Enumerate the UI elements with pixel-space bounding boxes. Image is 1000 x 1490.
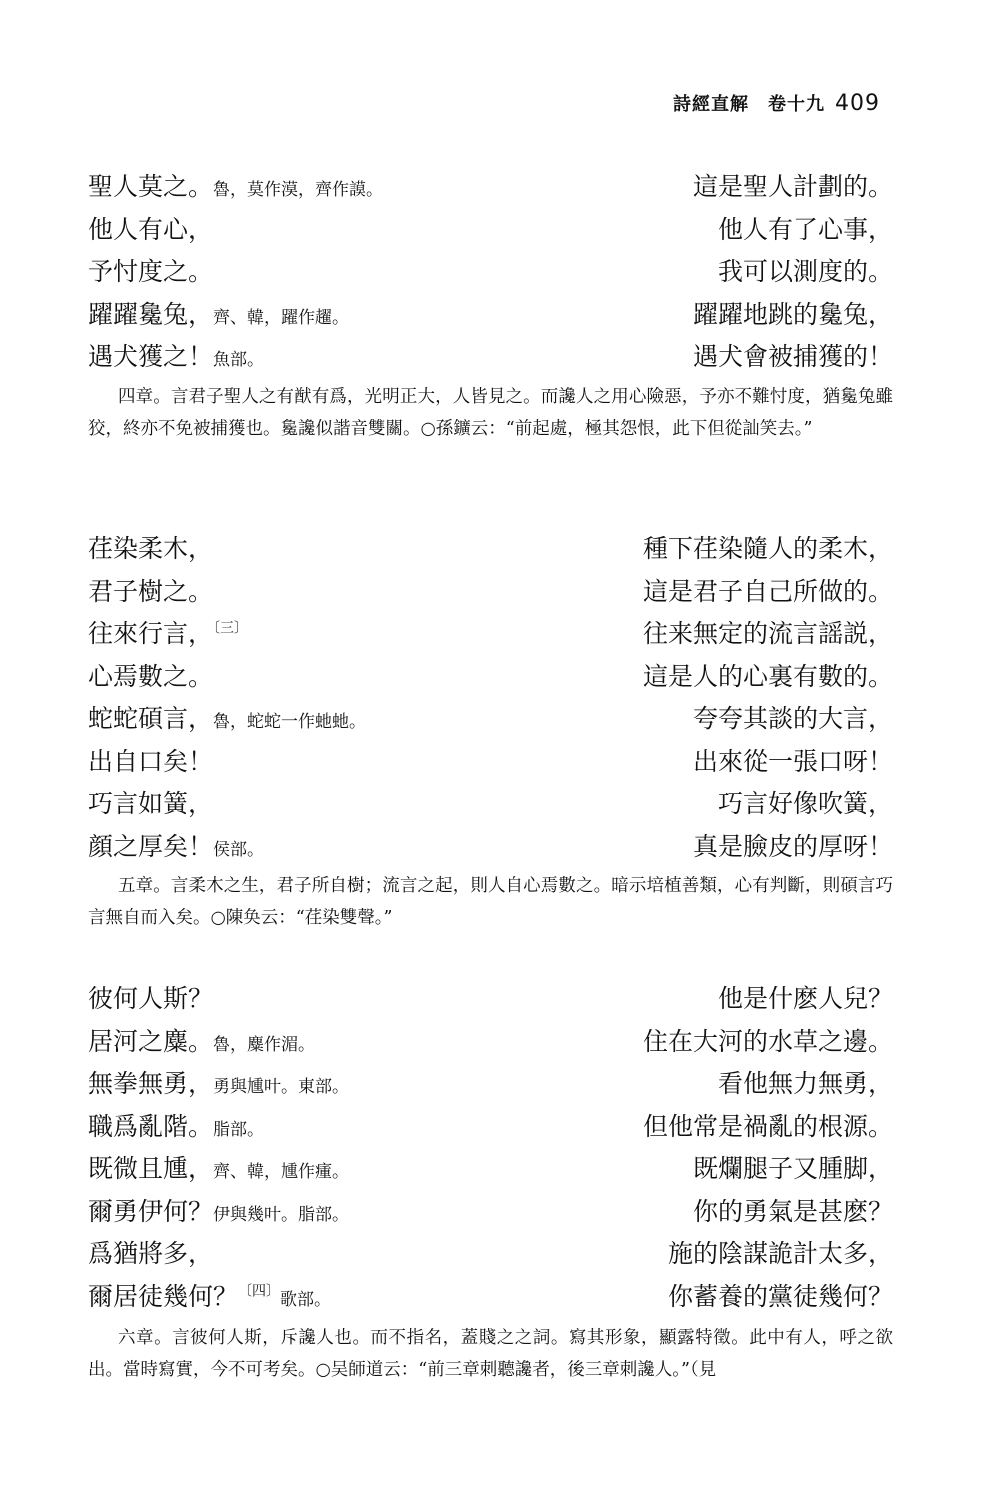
stanza-4 [88,166,893,379]
verse-text: 爾居徒幾何？ [88,1281,239,1311]
footnote-marker: 〔四〕 [238,1283,281,1300]
verse-line [88,741,893,784]
footnote-marker: 〔三〕 [213,620,249,637]
verse-text: 心焉數之。 [88,661,214,691]
verse-translation: 遇犬會被捕獲的！ [692,342,893,371]
verse-translation: 看他無力無勇， [717,1069,893,1098]
verse-text: 荏染柔木， [88,534,214,563]
verse-line [88,336,893,379]
stanza-commentary: 六章。言彼何人斯，斥讒人也。而不指名，蓋賤之之詞。寫其形象，顯露特徵。此中有人，呼之欲出。當時寫實，今不可考矣。○吴師道云：“前三章刺聽讒者，後三章刺讒人。”（見 [88,1328,893,1380]
verse-line [88,613,893,656]
verse-translation: 出來從一張口呀！ [692,746,893,776]
verse-line [88,1148,893,1191]
verse-note: 勇與尰叶。東部。 [213,1077,350,1097]
verse-text: 居河之麋。 [88,1026,214,1056]
verse-text: 巧言如簧， [88,789,214,818]
stanza-5 [88,528,893,868]
verse-translation: 既爛腿子又腫脚， [692,1154,893,1183]
running-header [673,90,880,116]
verse-text: 往來行言， [88,619,214,648]
verse-translation: 他人有了心事， [717,214,893,244]
verse-note: 歌部。 [280,1289,332,1310]
verse-translation: 種下荏染隨人的柔木， [642,534,893,563]
verse-note: 齊、韓，躍作趯。 [213,307,350,328]
verse-translation: 你的勇氣是甚麽？ [692,1196,893,1226]
verse-translation: 我可以測度的。 [717,257,893,286]
verse-translation: 這是聖人計劃的。 [692,172,893,201]
verse-text: 躍躍毚兔， [88,299,214,329]
verse-line [88,166,893,209]
verse-translation: 住在大河的水草之邊。 [642,1026,893,1056]
verse-text: 蛇蛇碩言， [88,704,214,733]
verse-line [88,1276,893,1319]
verse-line [88,698,893,741]
verse-text: 遇犬獲之！ [88,342,214,371]
verse-note: 伊與幾叶。脂部。 [213,1204,350,1225]
verse-translation: 但他常是禍亂的根源。 [642,1111,893,1141]
verse-translation: 你蓄養的黨徒幾何？ [667,1281,893,1311]
verse-text: 出自口矣！ [88,746,214,776]
stanza-commentary: 五章。言柔木之生，君子所自樹；流言之起，則人自心焉數之。暗示培植善類，心有判斷，則碩言巧言無自而入矣。○陳奂云：“荏染雙聲。” [88,876,893,928]
verse-note: 魯，蛇蛇一作虵虵。 [213,712,367,732]
verse-translation: 這是人的心裏有數的。 [642,661,893,691]
verse-text: 聖人莫之。 [88,172,214,201]
verse-translation: 躍躍地跳的毚兔， [692,299,893,329]
verse-text: 爲猶將多， [88,1239,214,1268]
verse-line [88,209,893,252]
verse-line [88,1021,893,1064]
verse-translation: 往来無定的流言謡説， [642,619,893,648]
verse-text: 無拳無勇， [88,1069,214,1098]
verse-line [88,251,893,294]
verse-translation: 施的陰謀詭計太多， [667,1239,893,1268]
verse-note: 魯，麋作湄。 [213,1034,316,1055]
verse-line [88,1233,893,1276]
verse-line [88,1063,893,1106]
verse-text: 既微且尰， [88,1154,214,1183]
verse-note: 魚部。 [213,350,265,370]
verse-line [88,656,893,699]
verse-line [88,783,893,826]
verse-translation: 這是君子自己所做的。 [642,576,893,606]
verse-line [88,571,893,614]
verse-note: 脂部。 [213,1119,265,1140]
verse-line [88,826,893,869]
verse-note: 齊、韓，尰作瘇。 [213,1162,350,1182]
verse-text: 爾勇伊何？ [88,1196,214,1226]
verse-note: 魯，莫作漠，齊作謨。 [213,180,384,200]
verse-translation: 真是臉皮的厚呀！ [692,831,893,861]
verse-line [88,294,893,337]
verse-translation: 夸夸其談的大言， [692,704,893,733]
verse-line [88,978,893,1021]
verse-text: 他人有心， [88,214,214,244]
page-number: 409 [835,91,880,116]
verse-translation: 巧言好像吹簧， [717,789,893,818]
verse-line [88,528,893,571]
stanza-6 [88,978,893,1318]
verse-translation: 他是什麽人兒？ [717,984,893,1013]
verse-note: 侯部。 [213,839,265,860]
verse-text: 彼何人斯？ [88,984,214,1013]
verse-text: 君子樹之。 [88,576,214,606]
verse-text: 顔之厚矣！ [88,831,214,861]
book-title: 詩經直解 卷十九 [673,94,825,115]
stanza-commentary: 四章。言君子聖人之有猷有爲，光明正大，人皆見之。而讒人之用心險惡，予亦不難忖度，猶毚兔雖狡，終亦不免被捕獲也。毚讒似諧音雙關。○孫鑛云：“前起處，極其怨恨，此下但從訕笑去。” [88,387,893,439]
verse-line [88,1106,893,1149]
verse-line [88,1191,893,1234]
verse-text: 予忖度之。 [88,257,214,286]
verse-text: 職爲亂階。 [88,1111,214,1141]
